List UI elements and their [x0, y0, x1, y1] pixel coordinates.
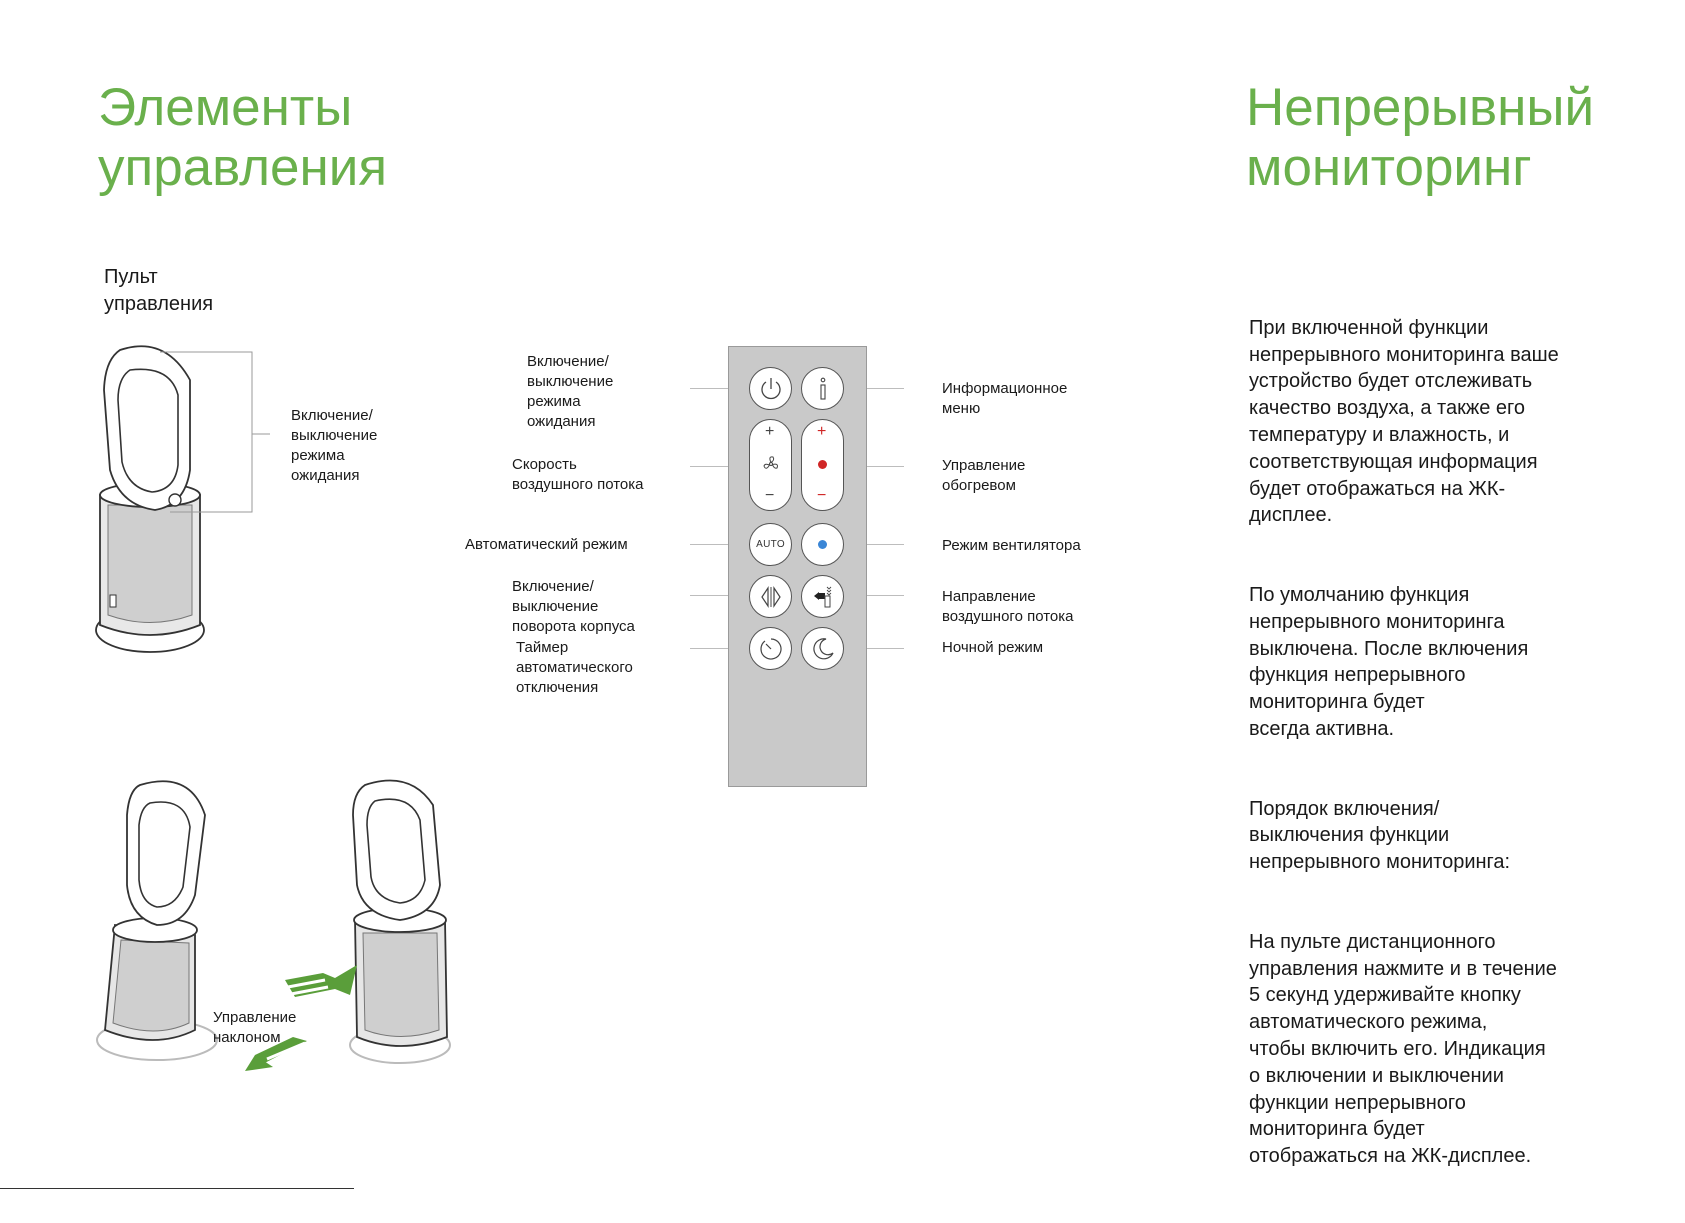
right-heading: Непрерывный мониторинг — [1246, 78, 1595, 197]
fan-icon — [762, 455, 780, 473]
label-standby: Включение/ выключение режима ожидания — [527, 353, 614, 430]
monitoring-paragraph: При включенной функции непрерывного мониторинга ваше устройство будет отслеживать качество воздуха, а также его температуру и влажность, и соответствующая информация будет отображаться на ЖК- дисплее. — [1249, 316, 1559, 527]
airflow-speed-control[interactable] — [749, 419, 792, 511]
power-button[interactable] — [749, 367, 792, 410]
footer-rule — [0, 1188, 354, 1189]
label-oscillation: Включение/ выключение поворота корпуса — [512, 578, 635, 635]
power-icon — [758, 376, 784, 402]
leader-line — [690, 544, 728, 545]
leader-line — [866, 595, 904, 596]
label-sleep-timer: Таймер автоматического отключения — [516, 639, 633, 696]
monitoring-paragraph: Порядок включения/ выключения функции непрерывного мониторинга: — [1249, 797, 1511, 874]
label-fan-mode: Режим вентилятора — [942, 537, 1081, 554]
heat-minus-button[interactable]: − — [817, 487, 827, 504]
moon-icon — [810, 636, 836, 662]
label-info-menu: Информационное меню — [942, 380, 1068, 417]
label-night-mode: Ночной режим — [942, 639, 1044, 656]
auto-mode-button[interactable] — [749, 523, 792, 566]
label-airflow-direction: Направление воздушного потока — [942, 588, 1074, 625]
device-standby-label: Включение/ выключение режима ожидания — [291, 407, 378, 484]
info-button[interactable] — [801, 367, 844, 410]
speed-plus-button[interactable]: + — [765, 423, 775, 440]
oscillation-icon — [758, 584, 784, 610]
timer-icon — [758, 636, 784, 662]
remote-control — [728, 346, 867, 787]
airflow-direction-icon — [810, 584, 836, 610]
leader-line — [690, 595, 728, 596]
leader-line — [690, 466, 728, 467]
monitoring-text-block — [1249, 288, 1669, 1223]
leader-line — [866, 544, 904, 545]
left-heading: Элементы управления — [98, 78, 388, 197]
monitoring-paragraph: На пульте дистанционного управления нажмите и в течение 5 секунд удерживайте кнопку автоматического режима, чтобы включить его. Индикация о включении и выключении функции непрерывного мониторинга будет отображаться на ЖК-дисплее. — [1249, 930, 1557, 1168]
heat-dot-icon — [818, 460, 827, 469]
auto-button-text: AUTO — [756, 539, 785, 550]
leader-line — [690, 648, 728, 649]
info-icon — [813, 376, 833, 402]
heat-plus-button[interactable]: + — [817, 423, 827, 440]
leader-line — [690, 388, 728, 389]
leader-line — [866, 466, 904, 467]
leader-line — [866, 648, 904, 649]
airflow-direction-button[interactable] — [801, 575, 844, 618]
heating-control[interactable] — [801, 419, 844, 511]
oscillation-button[interactable] — [749, 575, 792, 618]
label-auto-mode: Автоматический режим — [465, 536, 628, 553]
speed-minus-button[interactable]: − — [765, 487, 775, 504]
tilt-label: Управление наклоном — [213, 1009, 297, 1046]
fan-mode-button[interactable] — [801, 523, 844, 566]
sleep-timer-button[interactable] — [749, 627, 792, 670]
leader-line — [866, 388, 904, 389]
remote-section-title: Пульт управления — [104, 266, 214, 315]
label-airflow-speed: Скорость воздушного потока — [512, 456, 644, 493]
label-heating: Управление обогревом — [942, 457, 1026, 494]
night-mode-button[interactable] — [801, 627, 844, 670]
device-bracket — [160, 350, 270, 520]
fan-dot-icon — [818, 540, 827, 549]
monitoring-paragraph: По умолчанию функция непрерывного мониторинга выключена. После включения функция непрерывного мониторинга будет всегда активна. — [1249, 583, 1529, 740]
